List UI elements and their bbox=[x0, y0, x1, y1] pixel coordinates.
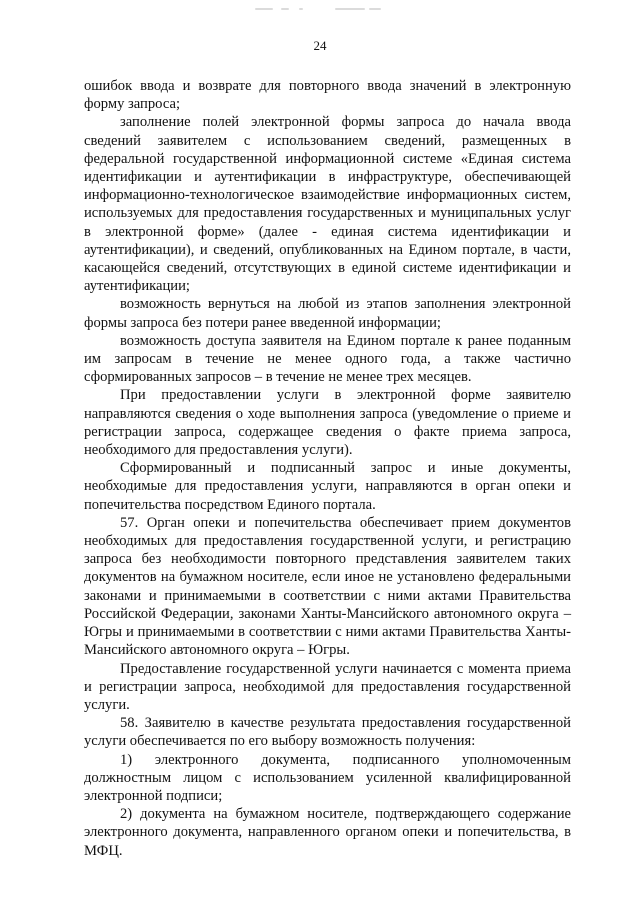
paragraph: ошибок ввода и возврате для повторного ввода значений в электронную форму запроса; bbox=[84, 78, 571, 113]
paragraph: При предоставлении услуги в электронной форме заявителю направляются сведения о ходе выполнения запроса (уведомление о приеме и регистрации запроса, содержащее сведения о факте приема запроса, необходимого для предоставления услуги). bbox=[84, 387, 571, 459]
paragraph: Предоставление государственной услуги начинается с момента приема и регистрации запроса, необходимой для предоставления государственной услуги. bbox=[84, 660, 571, 713]
paragraph: возможность доступа заявителя на Едином портале к ранее поданным им запросам в течение не менее одного года, а также частично сформированных запросов – в течение не менее трех месяцев. bbox=[84, 332, 571, 386]
paragraph: возможность вернуться на любой из этапов заполнения электронной формы запроса без потери ранее введенной информации; bbox=[84, 296, 571, 331]
paragraph: заполнение полей электронной формы запроса до начала ввода сведений заявителем с использованием сведений, размещенных в федеральной государственной информационной системе «Единая система идентификации и аутентификации в инфраструктуре, обеспечивающей информационно-технологическое взаимодействие информационных систем, используемых для предоставления государственных и муниципальных услуг в электронной форме» (далее - единая система идентификации и аутентификации), и сведений, опубликованных на Едином портале, в части, касающейся сведений, отсутствующих в единой системе идентификации и аутентификации; bbox=[84, 114, 571, 295]
page-number: 24 bbox=[313, 38, 327, 53]
document-body bbox=[84, 77, 571, 860]
paragraph: 1) электронного документа, подписанного уполномоченным должностным лицом с использованием усиленной квалифицированной электронной подписи; bbox=[84, 751, 571, 804]
paragraph: 58. Заявителю в качестве результата предоставления государственной услуги обеспечивается по его выбору возможность получения: bbox=[84, 715, 571, 750]
scan-artifact bbox=[255, 6, 385, 14]
paragraph: Сформированный и подписанный запрос и иные документы, необходимые для предоставления услуги, направляются в орган опеки и попечительства посредством Единого портала. bbox=[84, 460, 571, 513]
paragraph: 2) документа на бумажном носителе, подтверждающего содержание электронного документа, направленного органом опеки и попечительства, в МФЦ. bbox=[84, 806, 571, 859]
paragraph: 57. Орган опеки и попечительства обеспечивает прием документов необходимых для предоставления государственной услуги, и регистрацию запроса без необходимости повторного представления заявителем таких документов на бумажном носителе, если иное не установлено федеральными законами и принимаемыми в соответствии с ними актами Правительства Российской Федерации, законами Ханты-Мансийского автономного округа – Югры и принимаемыми в соответствии с ними актами Правительства Ханты-Мансийского автономного округа – Югры. bbox=[84, 514, 571, 659]
